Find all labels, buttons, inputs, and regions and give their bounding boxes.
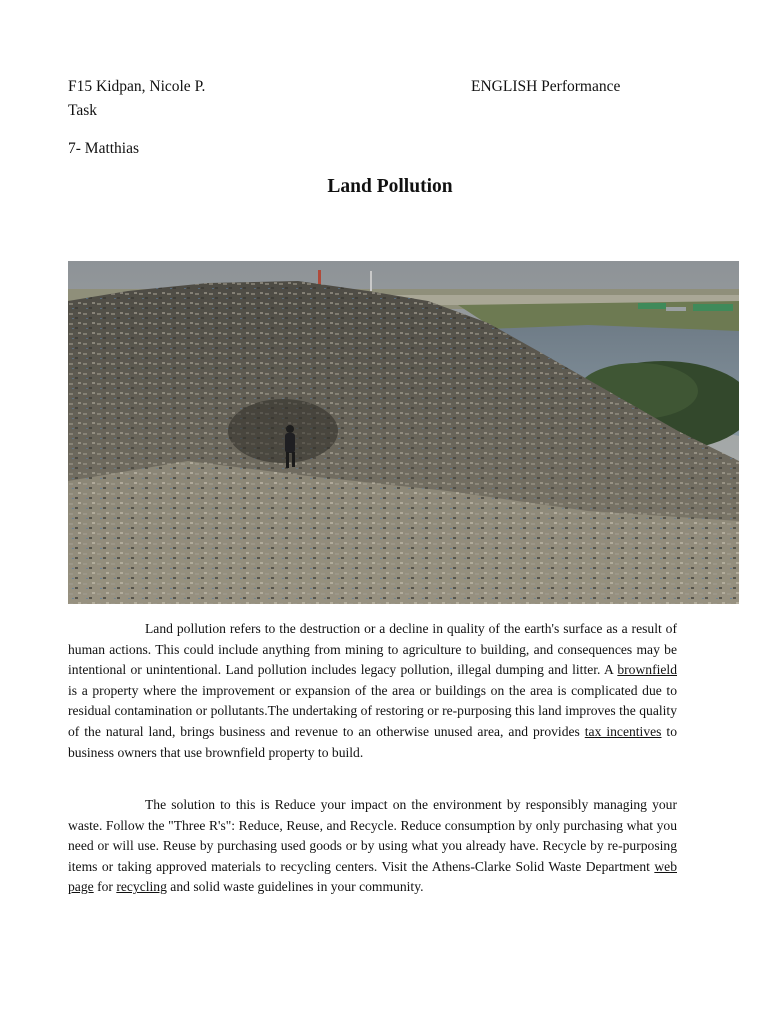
paragraph-text: and solid waste guidelines in your community.	[166, 879, 424, 895]
paragraph-definition	[68, 619, 677, 763]
paragraph-text: to business owners that use brownfield property to build.	[68, 723, 677, 760]
brownfield-link[interactable]: brownfield	[617, 662, 677, 678]
subject-line: ENGLISH Performance	[471, 78, 621, 95]
author-line: F15 Kidpan, Nicole P.	[68, 78, 206, 95]
task-line: Task	[68, 102, 98, 119]
section-line: 7- Matthias	[68, 140, 140, 157]
paragraph-text: for	[93, 879, 117, 895]
paragraph-text: is a property where the improvement or expansion of the area or buildings on the area is complicated due to residual contamination or pollutants.The undertaking of restoring or re-purposing this land improves the quality of the natural land, brings business and revenue to an otherwise unused area, and provides	[68, 682, 677, 739]
paragraph-text: Land pollution refers to the destruction or a decline in quality of the earth's surface as a result of human actions. This could include anything from mining to agriculture to building, and consequences may be intentional or unintentional. Land pollution includes legacy pollution, illegal dumping and litter. A	[68, 621, 677, 678]
tax-incentives-link[interactable]: tax incentives	[584, 723, 662, 739]
landfill-photo	[68, 261, 739, 604]
recycling-link[interactable]: recycling	[116, 879, 167, 895]
page-title: Land Pollution	[327, 176, 453, 197]
paragraph-solution	[68, 795, 677, 898]
web-page-link[interactable]: web page	[68, 858, 677, 895]
paragraph-text: The solution to this is Reduce your impact on the environment by responsibly managing your waste. Follow the "Three R's": Reduce, Reuse, and Recycle. Reduce consumption by only purchasing what you need or will use. Reuse by purchasing used goods or by using what you already have. Recycle by re-purposing items or taking approved materials to recycling centers. Visit the Athens-Clarke Solid Waste Department	[68, 797, 677, 874]
